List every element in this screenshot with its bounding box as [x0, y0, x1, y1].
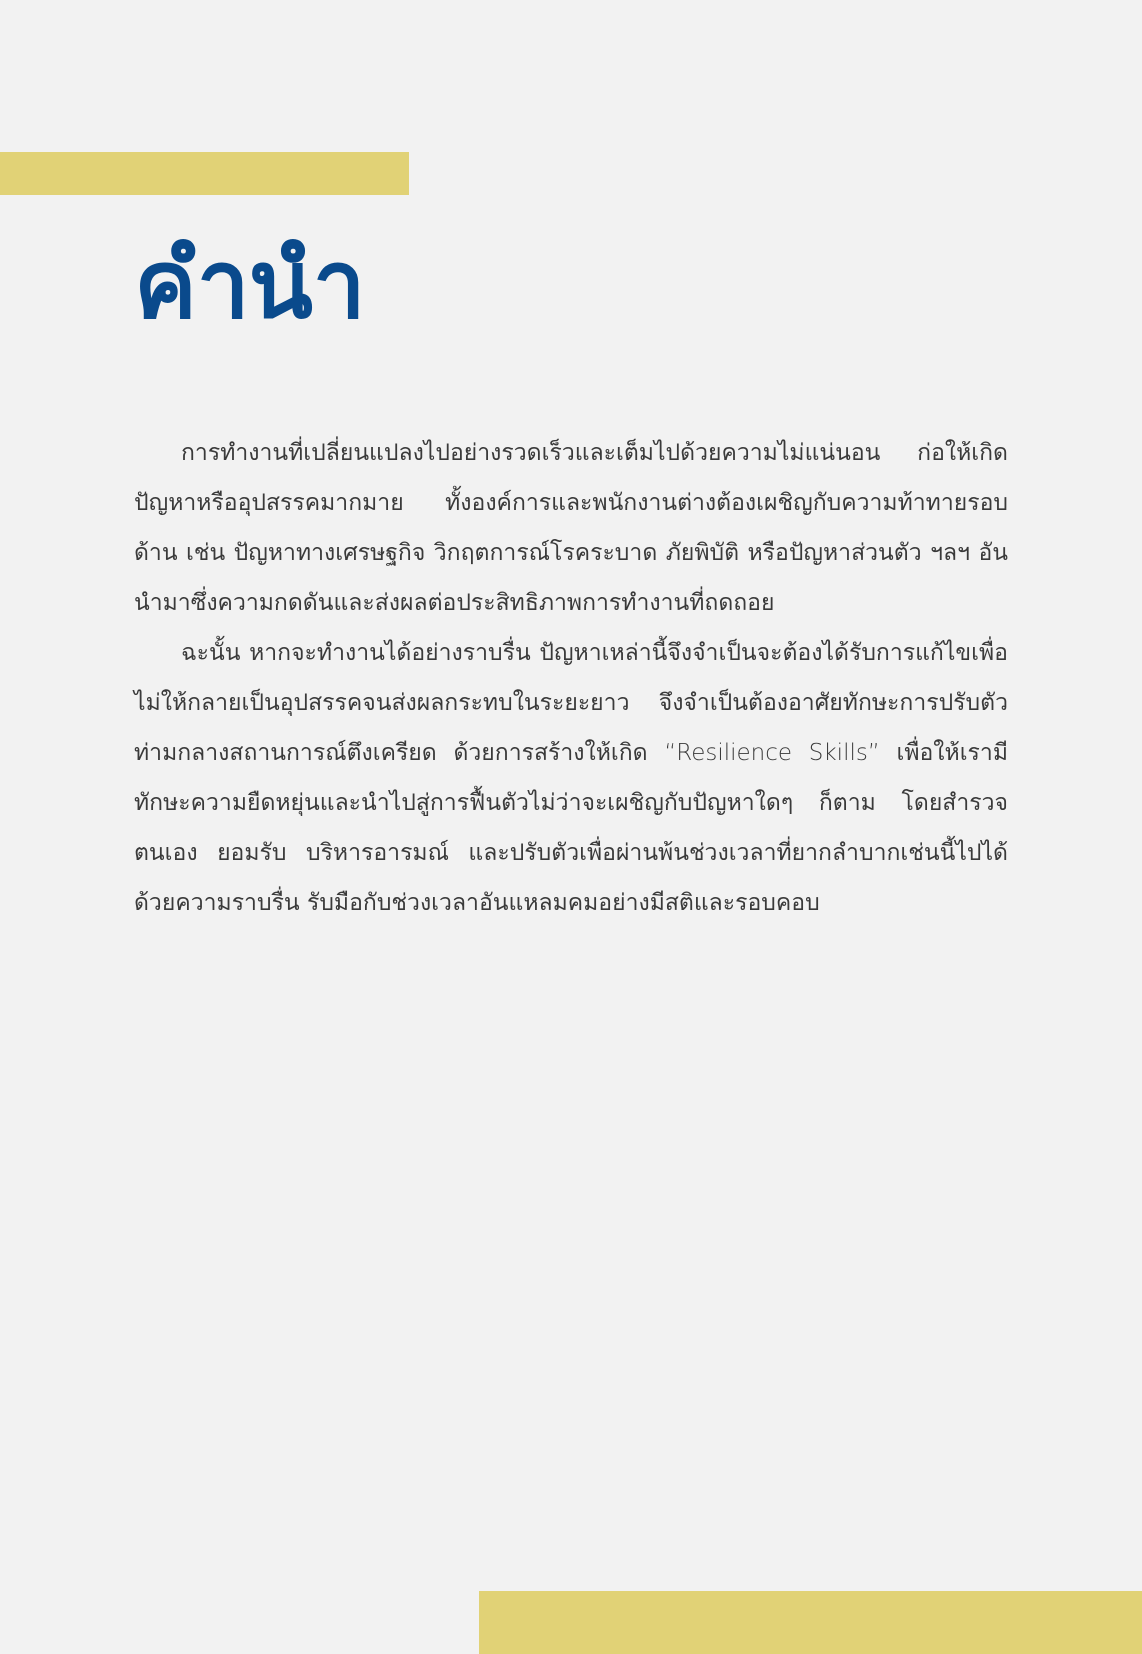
paragraph-2: ฉะนั้น หากจะทำงานได้อย่างราบรื่น ปัญหาเหล่านี้จึงจำเป็นจะต้องได้รับการแก้ไขเพื่อไม่ให้กลายเป็นอุปสรรคจนส่งผลกระทบในระยะยาว จึงจำเป็นต้องอาศัยทักษะการปรับตัวท่ามกลางสถานการณ์ตึงเครียด ด้วยการสร้างให้เกิด “Resilience Skills” เพื่อให้เรามีทักษะความยืดหยุ่นและนำไปสู่การฟื้นตัวไม่ว่าจะเผชิญกับปัญหาใดๆ ก็ตาม โดยสำรวจตนเอง ยอมรับ บริหารอารมณ์ และปรับตัวเพื่อผ่านพ้นช่วงเวลาที่ยากลำบากเช่นนี้ไปได้ด้วยความราบรื่น รับมือกับช่วงเวลาอันแหลมคมอย่างมีสติและรอบคอบ [134, 640, 1008, 916]
page-title: คำนำ [134, 231, 365, 340]
top-accent-bar [0, 152, 409, 195]
paragraph-1: การทำงานที่เปลี่ยนแปลงไปอย่างรวดเร็วและเต็มไปด้วยความไม่แน่นอน ก่อให้เกิดปัญหาหรืออุปสรรคมากมาย ทั้งองค์การและพนักงานต่างต้องเผชิญกับความท้าทายรอบด้าน เช่น ปัญหาทางเศรษฐกิจ วิกฤตการณ์โรคระบาด ภัยพิบัติ หรือปัญหาส่วนตัว ฯลฯ อันนำมาซึ่งความกดดันและส่งผลต่อประสิทธิภาพการทำงานที่ถดถอย [134, 440, 1008, 616]
foreword-body [134, 428, 1008, 928]
bottom-accent-bar [479, 1591, 1142, 1654]
